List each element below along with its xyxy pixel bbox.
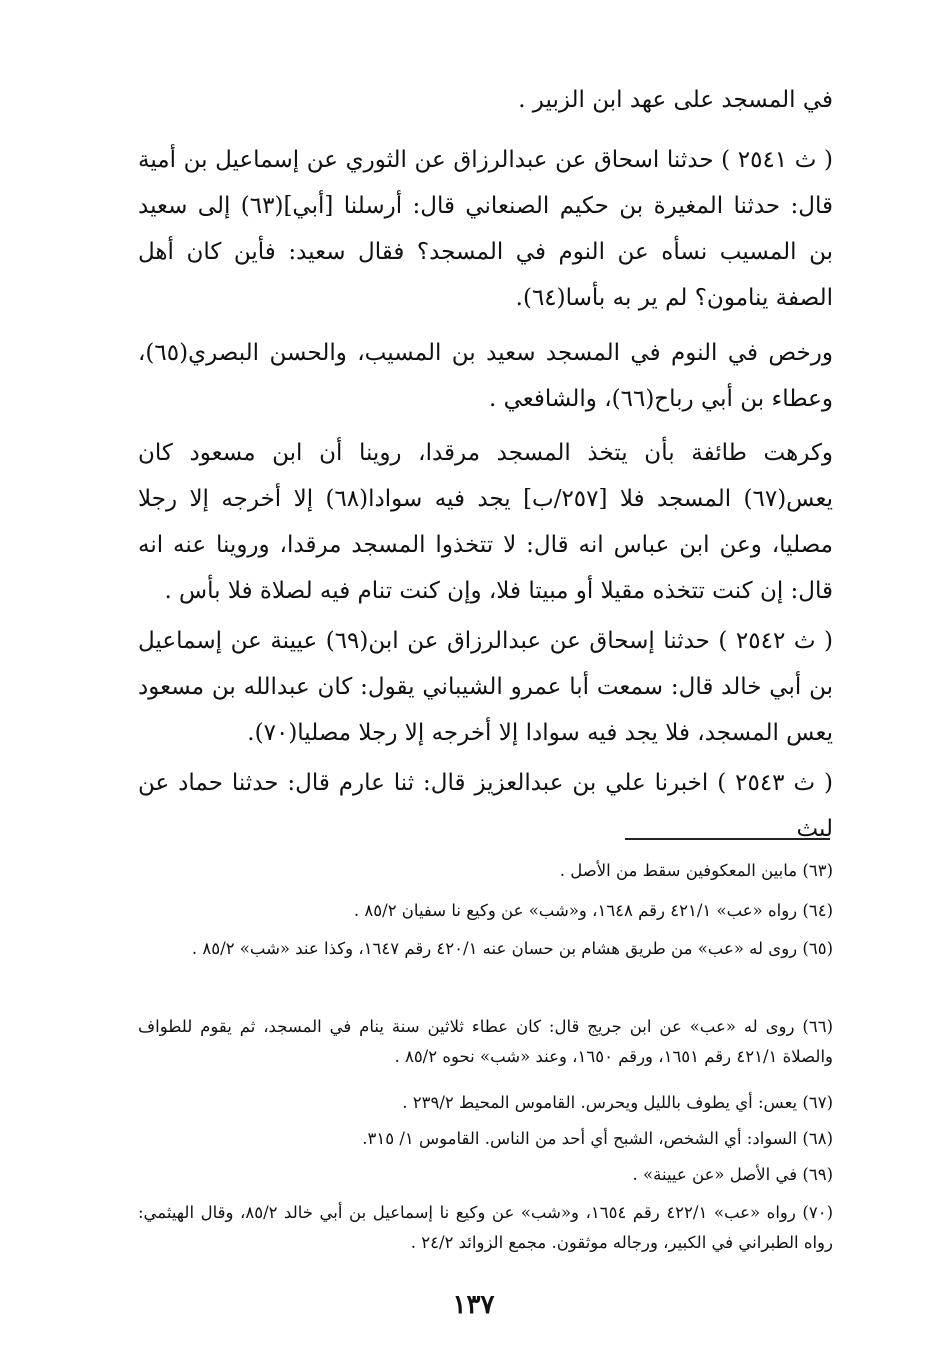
- footnote-divider: [625, 838, 830, 840]
- page-number: ١٣٧: [452, 1290, 495, 1320]
- hadith-2542: ( ث ٢٥٤٢ ) حدثنا إسحاق عن عبدالرزاق عن ابن(٦٩) عيينة عن إسماعيل بن أبي خالد قال: سمعت أبا عمرو الشيباني يقول: كان عبدالله بن مسعود يعس المسجد، فلا يجد فيه سوادا إلا أخرجه إلا رجلا مصليا(٧٠).: [138, 628, 833, 746]
- footnote-68: (٦٨) السواد: أي الشخص، الشبح أي أحد من الناس. القاموس ١/ ٣١٥.: [362, 1129, 833, 1148]
- paragraph-permission: ورخص في النوم في المسجد سعيد بن المسيب، والحسن البصري(٦٥)، وعطاء بن أبي رباح(٦٦)، والشافعي .: [138, 340, 833, 412]
- footnote-69: (٦٩) في الأصل «عن عيينة» .: [632, 1165, 833, 1184]
- footnote-70: (٧٠) رواه «عب» ٤٢٢/١ رقم ١٦٥٤، و«شب» عن وكيع نا إسماعيل بن أبي خالد ٨٥/٢، وقال الهيثمي: رواه الطبراني في الكبير، ورجاله موثقون. مجمع الزوائد ٢٤/٢ .: [138, 1203, 834, 1252]
- paragraph-dislike: وكرهت طائفة بأن يتخذ المسجد مرقدا، روينا أن ابن مسعود كان يعس(٦٧) المسجد فلا [٢٥٧/ب] يجد فيه سوادا(٦٨) إلا أخرجه إلا رجلا مصليا، وعن ابن عباس انه قال: لا تتخذوا المسجد مرقدا، وروينا عنه انه قال: إن كنت تتخذه مقيلا أو مبيتا فلا، وإن كنت تنام فيه لصلاة فلا بأس .: [138, 440, 833, 604]
- footnote-65: (٦٥) روى له «عب» من طريق هشام بن حسان عنه ٤٢٠/١ رقم ١٦٤٧، وكذا عند «شب» ٨٥/٢ .: [191, 939, 833, 958]
- footnote-66: (٦٦) روى له «عب» عن ابن جريج قال: كان عطاء ثلاثين سنة ينام في المسجد، ثم يقوم للطواف والصلاة ٤٢١/١ رقم ١٦٥١، ورقم ١٦٥٠، وعند «شب» نحوه ٨٥/٢ .: [138, 1017, 833, 1066]
- footnote-64: (٦٤) رواه «عب» ٤٢١/١ رقم ١٦٤٨، و«شب» عن وكيع نا سفيان ٨٥/٢ .: [353, 901, 833, 920]
- footnote-63: (٦٣) مابين المعكوفين سقط من الأصل .: [559, 861, 833, 880]
- footnote-67: (٦٧) يعس: أي يطوف بالليل ويحرس. القاموس المحيط ٢٣٩/٢ .: [402, 1093, 833, 1112]
- hadith-2543: ( ث ٢٥٤٣ ) اخبرنا علي بن عبدالعزيز قال: ثنا عارم قال: حدثنا حماد عن ليث: [138, 770, 833, 842]
- paragraph-continuation: في المسجد على عهد ابن الزبير .: [518, 87, 833, 113]
- hadith-2541: ( ث ٢٥٤١ ) حدثنا اسحاق عن عبدالرزاق عن الثوري عن إسماعيل بن أمية قال: حدثنا المغيرة بن حكيم الصنعاني قال: أرسلنا [أبي](٦٣) إلى سعيد بن المسيب نسأه عن النوم في المسجد؟ فقال سعيد: فأين كان أهل الصفة ينامون؟ لم ير به بأسا(٦٤).: [138, 147, 834, 311]
